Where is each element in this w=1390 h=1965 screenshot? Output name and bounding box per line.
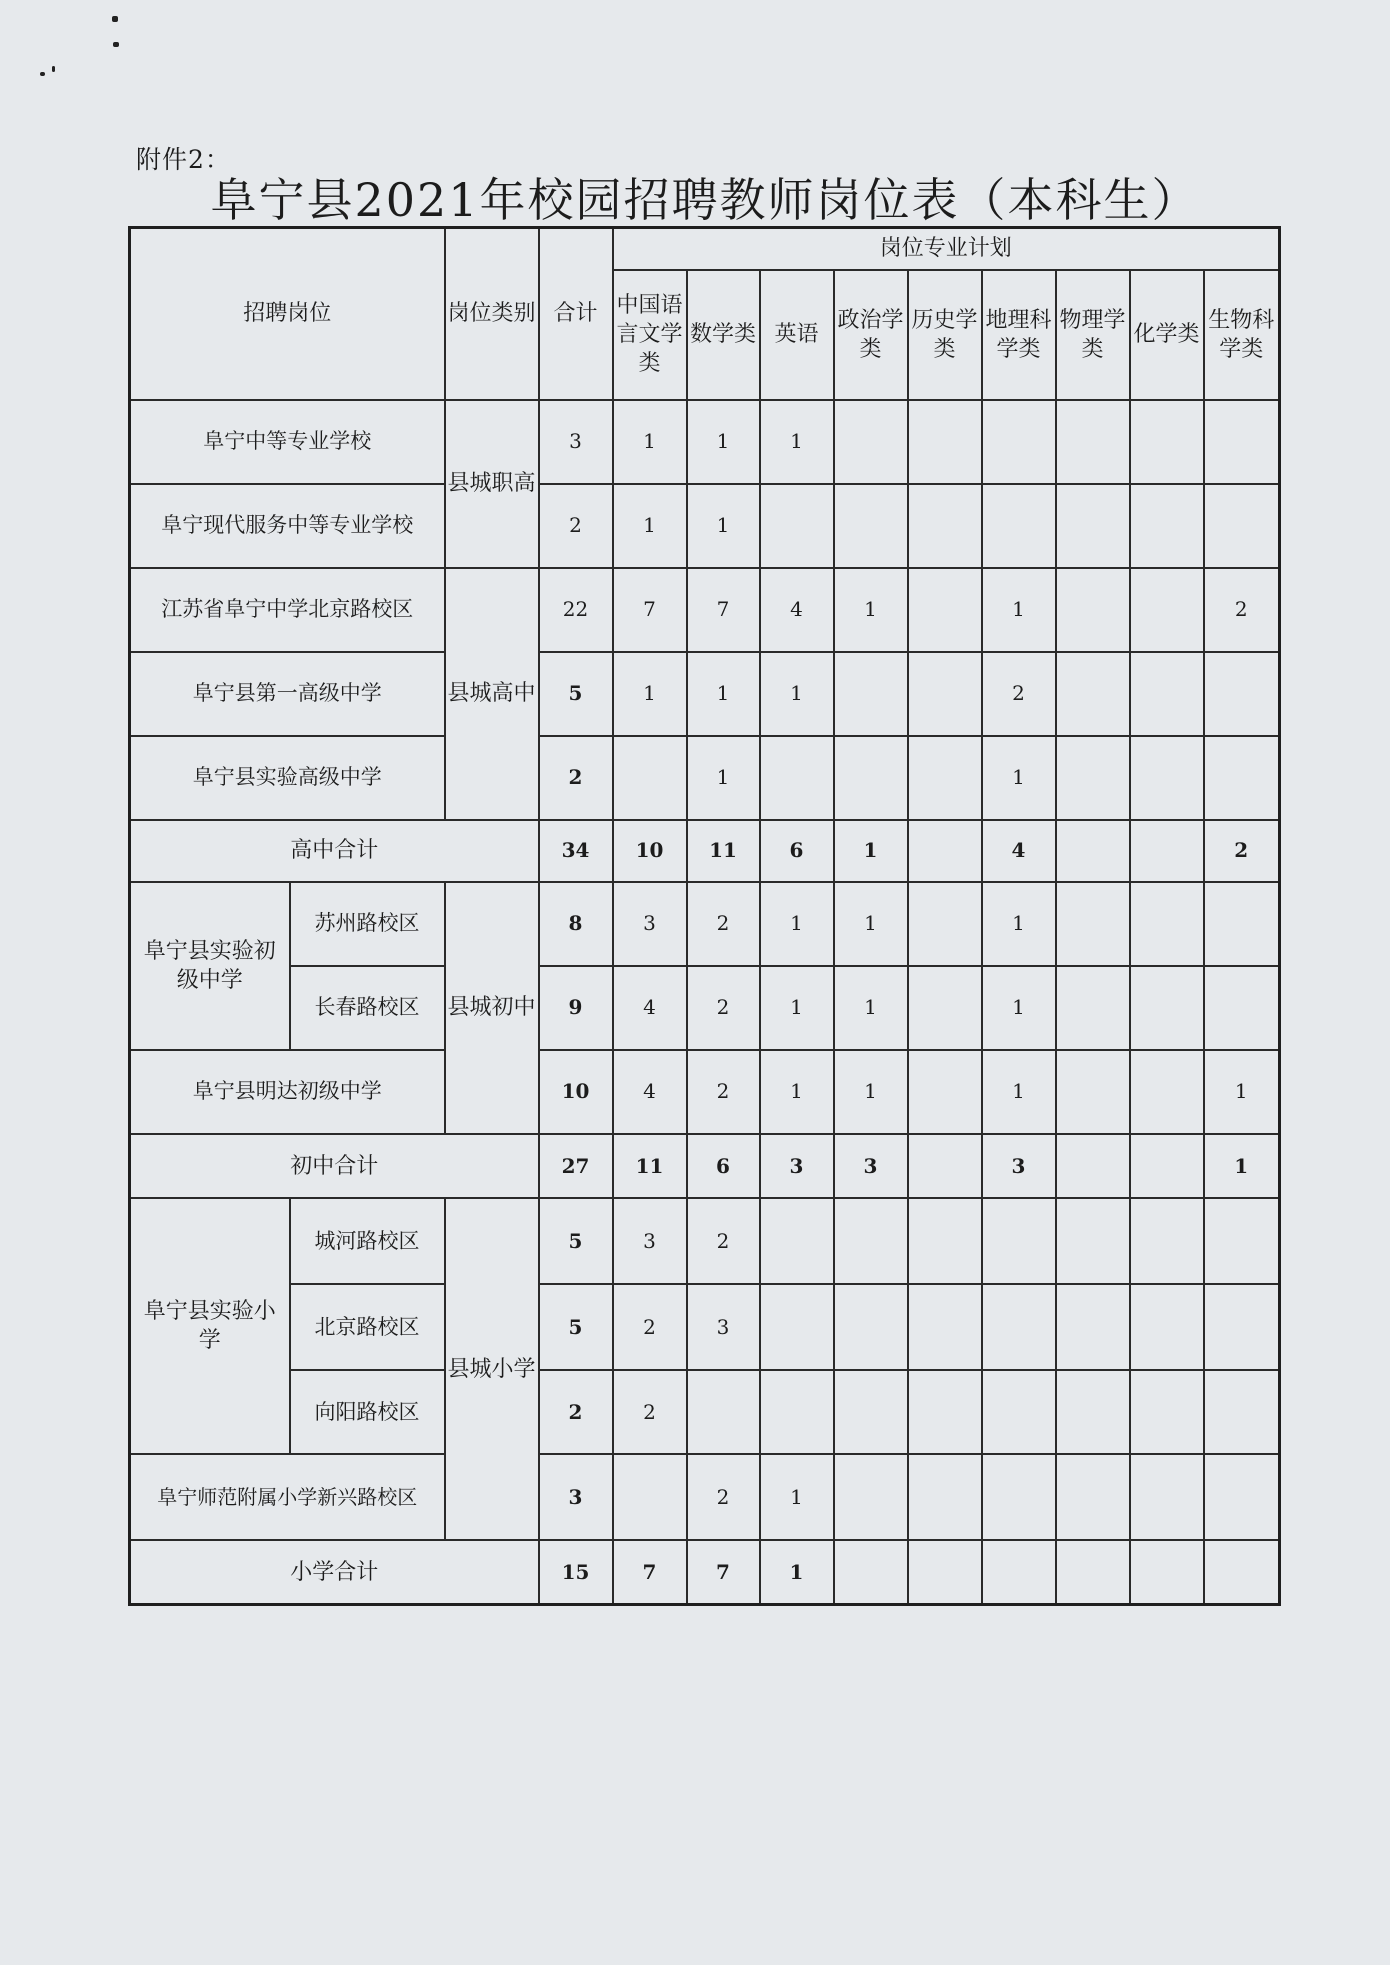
- value-cell: [1130, 1134, 1204, 1198]
- value-cell: [982, 1454, 1056, 1540]
- value-cell: 7: [613, 568, 687, 652]
- value-cell: [908, 882, 982, 966]
- header-position: 招聘岗位: [130, 228, 445, 400]
- value-cell: 4: [982, 820, 1056, 882]
- header-subject: 物理学类: [1056, 270, 1130, 400]
- value-cell: [1056, 820, 1130, 882]
- value-cell: [1204, 1370, 1280, 1454]
- value-cell: 1: [834, 1050, 908, 1134]
- value-cell: 7: [613, 1540, 687, 1604]
- value-cell: [908, 1284, 982, 1370]
- value-cell: 2: [982, 652, 1056, 736]
- table-row: [130, 882, 1280, 966]
- table-row: [130, 1198, 1280, 1284]
- value-cell: [908, 1134, 982, 1198]
- subtotal-label: 初中合计: [130, 1134, 539, 1198]
- value-cell: 2: [613, 1370, 687, 1454]
- total-cell: 5: [539, 652, 613, 736]
- value-cell: [1204, 1454, 1280, 1540]
- header-plan: 岗位专业计划: [613, 228, 1280, 270]
- value-cell: [834, 1198, 908, 1284]
- value-cell: [908, 736, 982, 820]
- table-row: [130, 484, 1280, 568]
- page-title: 阜宁县2021年校园招聘教师岗位表（本科生）: [210, 173, 1200, 227]
- value-cell: 7: [687, 568, 760, 652]
- school-group-name: 阜宁县实验小学: [130, 1198, 290, 1454]
- table-row: [130, 1284, 1280, 1370]
- value-cell: 1: [760, 652, 834, 736]
- header-total: 合计: [539, 228, 613, 400]
- value-cell: [1056, 1540, 1130, 1604]
- value-cell: 3: [613, 1198, 687, 1284]
- header-subject: 历史学类: [908, 270, 982, 400]
- value-cell: 4: [613, 966, 687, 1050]
- value-cell: 1: [760, 1050, 834, 1134]
- header-subject: 英语: [760, 270, 834, 400]
- value-cell: 3: [982, 1134, 1056, 1198]
- value-cell: [1204, 400, 1280, 484]
- value-cell: [834, 736, 908, 820]
- value-cell: 2: [687, 966, 760, 1050]
- value-cell: [1056, 1134, 1130, 1198]
- value-cell: 3: [613, 882, 687, 966]
- value-cell: [1056, 1284, 1130, 1370]
- value-cell: 1: [982, 882, 1056, 966]
- value-cell: 2: [687, 1050, 760, 1134]
- total-cell: 10: [539, 1050, 613, 1134]
- value-cell: [1056, 652, 1130, 736]
- subtotal-row: [130, 820, 1280, 882]
- value-cell: [1204, 1284, 1280, 1370]
- category-cell: 县城高中: [445, 568, 539, 820]
- value-cell: 4: [760, 568, 834, 652]
- total-cell: 27: [539, 1134, 613, 1198]
- value-cell: [1130, 400, 1204, 484]
- category-cell: 县城初中: [445, 882, 539, 1134]
- value-cell: [1204, 1198, 1280, 1284]
- table-row: [130, 1454, 1280, 1540]
- value-cell: 1: [687, 736, 760, 820]
- value-cell: 1: [687, 400, 760, 484]
- value-cell: [1056, 966, 1130, 1050]
- header-subject: 地理科学类: [982, 270, 1056, 400]
- value-cell: 1: [982, 736, 1056, 820]
- value-cell: [1056, 882, 1130, 966]
- campus-name: 城河路校区: [290, 1198, 445, 1284]
- value-cell: [908, 1370, 982, 1454]
- header-subject: 中国语言文学类: [613, 270, 687, 400]
- value-cell: [982, 1540, 1056, 1604]
- total-cell: 9: [539, 966, 613, 1050]
- value-cell: [908, 484, 982, 568]
- value-cell: [982, 1284, 1056, 1370]
- value-cell: [982, 400, 1056, 484]
- value-cell: [1130, 1540, 1204, 1604]
- total-cell: 5: [539, 1284, 613, 1370]
- header-subject: 化学类: [1130, 270, 1204, 400]
- value-cell: [834, 1454, 908, 1540]
- value-cell: [613, 1454, 687, 1540]
- value-cell: [1130, 1284, 1204, 1370]
- total-cell: 2: [539, 1370, 613, 1454]
- value-cell: [908, 1454, 982, 1540]
- value-cell: 1: [760, 1540, 834, 1604]
- total-cell: 3: [539, 400, 613, 484]
- total-cell: 2: [539, 736, 613, 820]
- value-cell: 11: [613, 1134, 687, 1198]
- value-cell: 2: [613, 1284, 687, 1370]
- value-cell: 1: [982, 568, 1056, 652]
- category-cell: 县城小学: [445, 1198, 539, 1540]
- value-cell: 2: [1204, 568, 1280, 652]
- value-cell: [834, 652, 908, 736]
- campus-name: 向阳路校区: [290, 1370, 445, 1454]
- value-cell: [1056, 1370, 1130, 1454]
- value-cell: [982, 1370, 1056, 1454]
- table-row: [130, 652, 1280, 736]
- value-cell: 1: [760, 882, 834, 966]
- school-name: 阜宁师范附属小学新兴路校区: [130, 1454, 445, 1540]
- value-cell: 1: [760, 1454, 834, 1540]
- header-subject: 生物科学类: [1204, 270, 1280, 400]
- value-cell: [1204, 1540, 1280, 1604]
- value-cell: [834, 1370, 908, 1454]
- value-cell: 1: [834, 882, 908, 966]
- scan-speck: [52, 66, 55, 72]
- value-cell: 1: [687, 652, 760, 736]
- value-cell: [982, 484, 1056, 568]
- school-name: 阜宁县明达初级中学: [130, 1050, 445, 1134]
- value-cell: [1056, 1198, 1130, 1284]
- value-cell: [908, 568, 982, 652]
- value-cell: 1: [834, 568, 908, 652]
- value-cell: [687, 1370, 760, 1454]
- value-cell: [1130, 1050, 1204, 1134]
- header-category: 岗位类别: [445, 228, 539, 400]
- value-cell: [908, 966, 982, 1050]
- value-cell: [1056, 400, 1130, 484]
- table-row: [130, 1050, 1280, 1134]
- value-cell: [982, 1198, 1056, 1284]
- value-cell: [1130, 568, 1204, 652]
- table-row: [130, 400, 1280, 484]
- value-cell: 2: [687, 882, 760, 966]
- school-group-name: 阜宁县实验初级中学: [130, 882, 290, 1050]
- scan-speck: [40, 72, 45, 76]
- value-cell: [1204, 652, 1280, 736]
- school-name: 阜宁县实验高级中学: [130, 736, 445, 820]
- total-cell: 15: [539, 1540, 613, 1604]
- value-cell: 1: [1204, 1134, 1280, 1198]
- value-cell: 2: [687, 1454, 760, 1540]
- table-row: [130, 736, 1280, 820]
- total-cell: 22: [539, 568, 613, 652]
- value-cell: 1: [1204, 1050, 1280, 1134]
- value-cell: [1130, 652, 1204, 736]
- value-cell: 1: [834, 966, 908, 1050]
- campus-name: 北京路校区: [290, 1284, 445, 1370]
- school-name: 阜宁中等专业学校: [130, 400, 445, 484]
- header-row: [130, 228, 1280, 270]
- value-cell: [908, 652, 982, 736]
- value-cell: [760, 1198, 834, 1284]
- value-cell: 1: [760, 966, 834, 1050]
- value-cell: [760, 1370, 834, 1454]
- value-cell: [1130, 736, 1204, 820]
- value-cell: [613, 736, 687, 820]
- value-cell: [834, 484, 908, 568]
- total-cell: 3: [539, 1454, 613, 1540]
- scan-speck: [112, 16, 118, 22]
- value-cell: [760, 484, 834, 568]
- value-cell: [1204, 966, 1280, 1050]
- value-cell: 1: [613, 400, 687, 484]
- value-cell: 1: [687, 484, 760, 568]
- table-row: [130, 966, 1280, 1050]
- value-cell: [1130, 1198, 1204, 1284]
- value-cell: [1130, 484, 1204, 568]
- recruitment-table: [128, 226, 1281, 1606]
- value-cell: [1130, 1454, 1204, 1540]
- subtotal-label: 小学合计: [130, 1540, 539, 1604]
- total-cell: 34: [539, 820, 613, 882]
- campus-name: 长春路校区: [290, 966, 445, 1050]
- value-cell: [1056, 484, 1130, 568]
- value-cell: 3: [834, 1134, 908, 1198]
- value-cell: [1130, 882, 1204, 966]
- value-cell: [1204, 882, 1280, 966]
- value-cell: [1056, 1454, 1130, 1540]
- value-cell: [1056, 568, 1130, 652]
- value-cell: 1: [613, 484, 687, 568]
- value-cell: [1130, 1370, 1204, 1454]
- value-cell: 2: [687, 1198, 760, 1284]
- total-cell: 5: [539, 1198, 613, 1284]
- value-cell: 1: [834, 820, 908, 882]
- campus-name: 苏州路校区: [290, 882, 445, 966]
- subtotal-label: 高中合计: [130, 820, 539, 882]
- subtotal-row: [130, 1540, 1280, 1604]
- scan-speck: [113, 42, 119, 47]
- value-cell: 4: [613, 1050, 687, 1134]
- value-cell: [1130, 966, 1204, 1050]
- value-cell: [760, 736, 834, 820]
- value-cell: [908, 820, 982, 882]
- value-cell: [1056, 1050, 1130, 1134]
- school-name: 江苏省阜宁中学北京路校区: [130, 568, 445, 652]
- value-cell: 1: [982, 966, 1056, 1050]
- value-cell: [834, 1284, 908, 1370]
- value-cell: [908, 400, 982, 484]
- table-row: [130, 568, 1280, 652]
- value-cell: [1204, 736, 1280, 820]
- category-cell: 县城职高: [445, 400, 539, 568]
- header-subject: 政治学类: [834, 270, 908, 400]
- value-cell: 1: [760, 400, 834, 484]
- value-cell: 6: [760, 820, 834, 882]
- value-cell: 1: [982, 1050, 1056, 1134]
- value-cell: 3: [687, 1284, 760, 1370]
- value-cell: 11: [687, 820, 760, 882]
- total-cell: 8: [539, 882, 613, 966]
- school-name: 阜宁现代服务中等专业学校: [130, 484, 445, 568]
- value-cell: [760, 1284, 834, 1370]
- header-subject: 数学类: [687, 270, 760, 400]
- value-cell: 7: [687, 1540, 760, 1604]
- value-cell: 1: [613, 652, 687, 736]
- school-name: 阜宁县第一高级中学: [130, 652, 445, 736]
- value-cell: 10: [613, 820, 687, 882]
- value-cell: [834, 400, 908, 484]
- value-cell: 6: [687, 1134, 760, 1198]
- value-cell: [908, 1050, 982, 1134]
- value-cell: 3: [760, 1134, 834, 1198]
- value-cell: [1056, 736, 1130, 820]
- value-cell: [1204, 484, 1280, 568]
- attachment-label: 附件2：: [136, 145, 231, 174]
- value-cell: 2: [1204, 820, 1280, 882]
- value-cell: [908, 1540, 982, 1604]
- subtotal-row: [130, 1134, 1280, 1198]
- value-cell: [908, 1198, 982, 1284]
- value-cell: [1130, 820, 1204, 882]
- table-row: [130, 1370, 1280, 1454]
- total-cell: 2: [539, 484, 613, 568]
- value-cell: [834, 1540, 908, 1604]
